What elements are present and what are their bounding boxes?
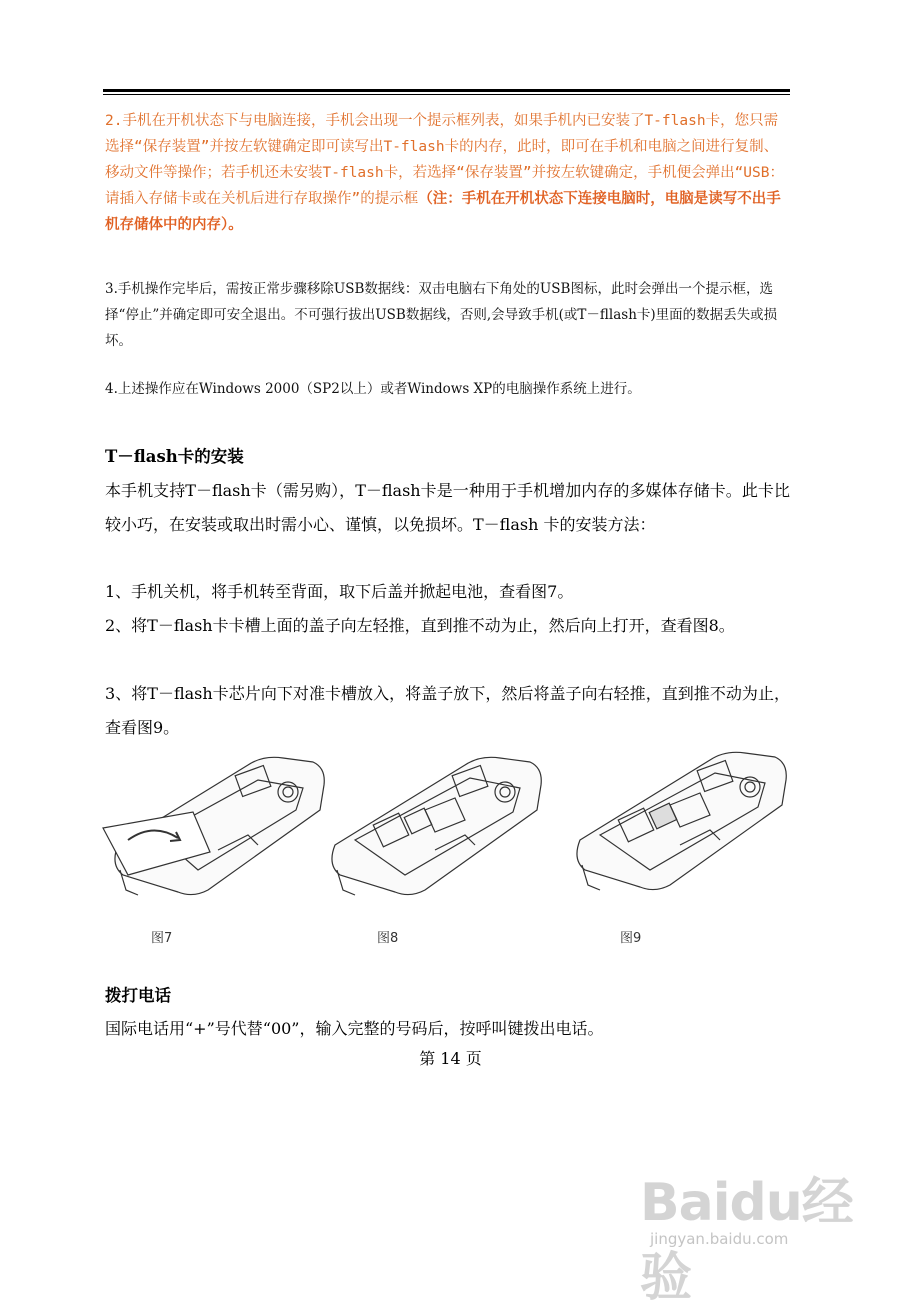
paragraph-2-note: （注：手机在开机状态下连接电脑时，电脑是读写不出手机存储体中的内存）。 bbox=[105, 191, 781, 233]
baidu-watermark bbox=[640, 1150, 860, 1308]
figure-9-label: 图9 bbox=[620, 931, 642, 946]
figure-7-label: 图7 bbox=[151, 931, 173, 946]
figure-7-phone-battery-lifted bbox=[98, 740, 338, 910]
page-number: 第 14 页 bbox=[419, 1049, 482, 1068]
figure-9-phone-card-inserted bbox=[560, 735, 800, 905]
figure-8-label: 图8 bbox=[377, 931, 399, 946]
call-instructions: 国际电话用“+”号代替“00”，输入完整的号码后，按呼叫键拨出电话。 bbox=[105, 1019, 604, 1038]
paragraph-2-text: 2.手机在开机状态下与电脑连接，手机会出现一个提示框列表，如果手机内已安装了T-flash卡，您只需选择“保存装置”并按左软键确定即可读写出T-flash卡的内存，此时，即可在手机和电脑之间进行复制、移动文件等操作；若手机还未安装T-flash卡，若选择“保存装置”并按左软键确定，手机便会弹出“USB：请插入存储卡或在关机后进行存取操作”的提示框 bbox=[105, 113, 784, 207]
tflash-step-2: 2、将T－flash卡卡槽上面的盖子向左轻推，直到推不动为止，然后向上打开，查看图8。 bbox=[105, 616, 735, 635]
paragraph-4: 4.上述操作应在Windows 2000（SP2以上）或者Windows XP的电脑操作系统上进行。 bbox=[105, 381, 641, 397]
figure-8-phone-card-slot-open bbox=[315, 740, 555, 910]
paragraph-3: 3.手机操作完毕后，需按正常步骤移除USB数据线：双击电脑右下角处的USB图标，此时会弹出一个提示框，选择“停止”并确定即可安全退出。不可强行拔出USB数据线，否则,会导致手机(或T－fllash卡)里面的数据丢失或损坏。 bbox=[105, 281, 778, 349]
watermark-brand: Baidu经验 bbox=[640, 1173, 853, 1308]
paragraph-2 bbox=[105, 108, 790, 238]
header-rule-thin bbox=[103, 94, 790, 95]
tflash-step-1: 1、手机关机，将手机转至背面，取下后盖并掀起电池，查看图7。 bbox=[105, 582, 574, 601]
tflash-intro: 本手机支持T－flash卡（需另购），T－flash卡是一种用于手机增加内存的多媒体存储卡。此卡比较小巧，在安装或取出时需小心、谨慎，以免损坏。T－flash 卡的安装方法： bbox=[105, 481, 790, 534]
section-heading-tflash: T－flash卡的安装 bbox=[105, 447, 244, 466]
watermark-url: jingyan.baidu.com bbox=[650, 1230, 789, 1248]
section-heading-call: 拨打电话 bbox=[105, 986, 171, 1005]
header-rule-thick bbox=[103, 89, 790, 92]
tflash-step-3: 3、将T－flash卡芯片向下对准卡槽放入，将盖子放下，然后将盖子向右轻推，直到推不动为止，查看图9。 bbox=[105, 684, 790, 737]
